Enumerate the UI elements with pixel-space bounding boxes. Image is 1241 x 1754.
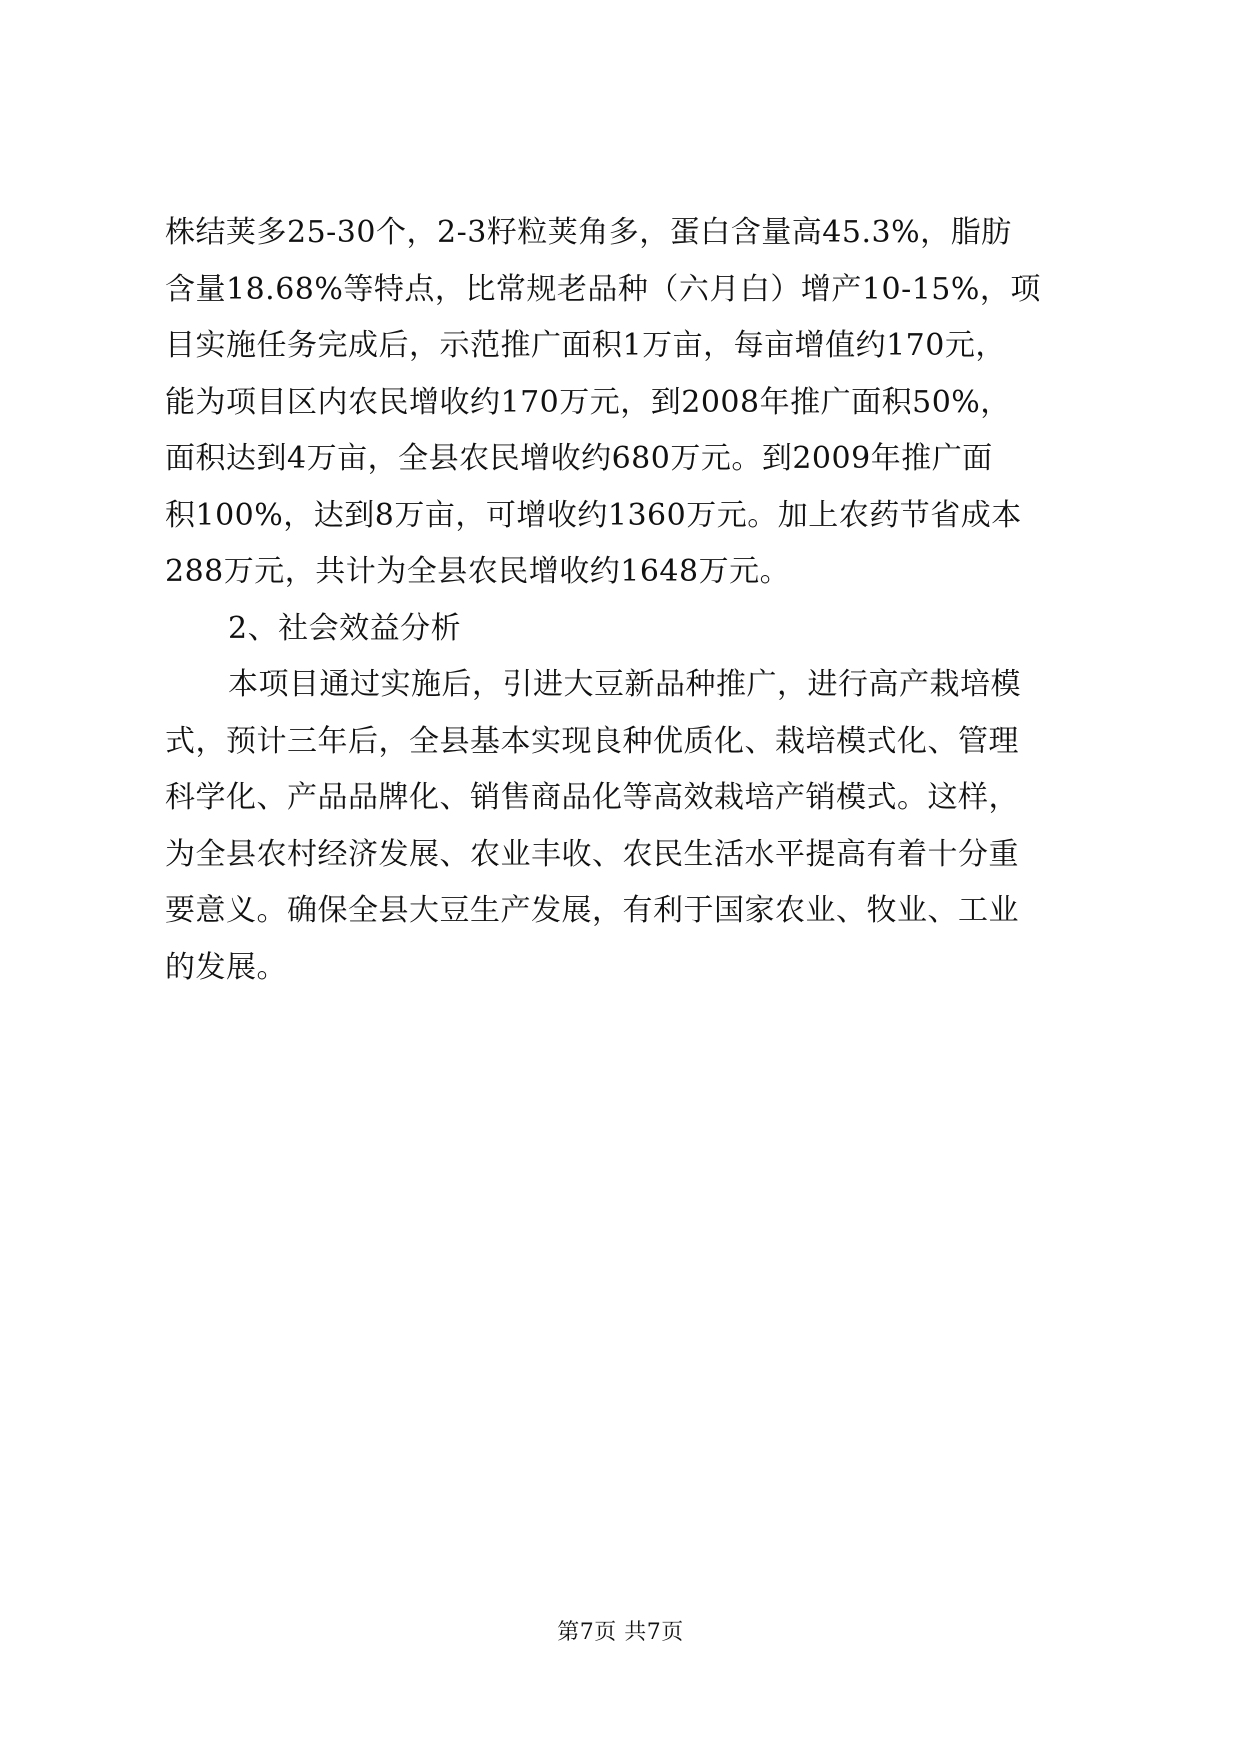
paragraph-line: 科学化、产品品牌化、销售商品化等高效栽培产销模式。这样， xyxy=(165,780,1019,815)
paragraph-line: 288万元，共计为全县农民增收约1648万元。 xyxy=(165,554,791,589)
paragraph-line: 的发展。 xyxy=(165,950,287,985)
paragraph-line: 积100%，达到8万亩，可增收约1360万元。加上农药节省成本 xyxy=(165,498,1022,533)
paragraph-line: 为全县农村经济发展、农业丰收、农民生活水平提高有着十分重 xyxy=(165,837,1019,872)
paragraph-line: 本项目通过实施后，引进大豆新品种推广，进行高产栽培模 xyxy=(228,667,1021,702)
page-footer: 第7页 共7页 xyxy=(557,1620,684,1645)
paragraph-line: 含量18.68%等特点，比常规老品种（六月白）增产10-15%，项 xyxy=(165,272,1041,307)
paragraph-line: 能为项目区内农民增收约170万元，到2008年推广面积50%， xyxy=(165,385,1011,420)
paragraph-line: 式，预计三年后，全县基本实现良种优质化、栽培模式化、管理 xyxy=(165,724,1019,759)
paragraph-line: 株结荚多25-30个，2-3籽粒荚角多，蛋白含量高45.3%，脂肪 xyxy=(165,215,1012,250)
paragraph-line: 目实施任务完成后，示范推广面积1万亩，每亩增值约170元， xyxy=(165,328,1006,363)
paragraph-line: 面积达到4万亩，全县农民增收约680万元。到2009年推广面 xyxy=(165,441,993,476)
paragraph-line: 要意义。确保全县大豆生产发展，有利于国家农业、牧业、工业 xyxy=(165,893,1019,928)
section-heading: 2、社会效益分析 xyxy=(228,611,462,646)
